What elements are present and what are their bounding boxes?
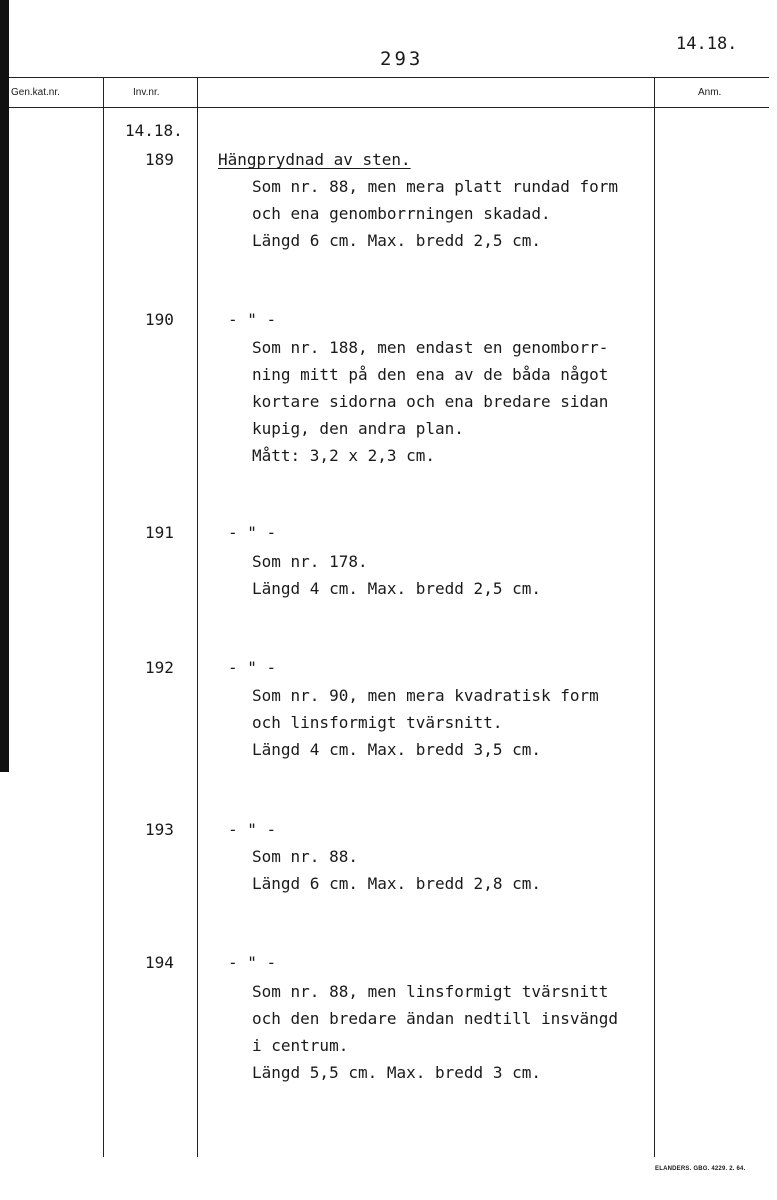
column-header-anm: Anm. xyxy=(698,87,722,98)
ditto-mark: - " - xyxy=(228,820,277,839)
description-line: Som nr. 88, men mera platt rundad form xyxy=(252,177,619,196)
ditto-mark: - " - xyxy=(228,953,277,972)
header-bottom-rule xyxy=(9,107,769,108)
description-line: kortare sidorna och ena bredare sidan xyxy=(252,392,609,411)
description-line: i centrum. xyxy=(252,1036,349,1055)
description-line: Som nr. 188, men endast en genomborr- xyxy=(252,338,609,357)
inventory-number: 191 xyxy=(145,523,174,542)
description-line: och ena genomborrningen skadad. xyxy=(252,204,551,223)
description-line: Längd 6 cm. Max. bredd 2,5 cm. xyxy=(252,231,541,250)
inventory-number: 190 xyxy=(145,310,174,329)
column-divider-gen-inv xyxy=(103,77,104,1157)
page-number: 293 xyxy=(380,48,424,70)
description-line: kupig, den andra plan. xyxy=(252,419,464,438)
entry-title: Hängprydnad av sten. xyxy=(218,150,411,169)
description-line: Mått: 3,2 x 2,3 cm. xyxy=(252,446,436,465)
description-line: Som nr. 178. xyxy=(252,552,368,571)
ditto-mark: - " - xyxy=(228,523,277,542)
top-right-category: 14.18. xyxy=(676,34,738,54)
description-line: Som nr. 88, men linsformigt tvärsnitt xyxy=(252,982,609,1001)
printer-footer: ELANDERS. GBG. 4229. 2. 64. xyxy=(655,1166,746,1172)
inventory-number: 192 xyxy=(145,658,174,677)
column-divider-description-anm xyxy=(654,77,655,1157)
description-line: Som nr. 88. xyxy=(252,847,358,866)
inventory-number: 189 xyxy=(145,150,174,169)
category-label: 14.18. xyxy=(125,121,183,140)
description-line: Längd 4 cm. Max. bredd 3,5 cm. xyxy=(252,740,541,759)
column-header-inv: Inv.nr. xyxy=(133,87,160,98)
header-top-rule xyxy=(9,77,769,78)
description-line: och linsformigt tvärsnitt. xyxy=(252,713,503,732)
ditto-mark: - " - xyxy=(228,310,277,329)
description-line: Som nr. 90, men mera kvadratisk form xyxy=(252,686,599,705)
inventory-number: 193 xyxy=(145,820,174,839)
description-line: ning mitt på den ena av de båda något xyxy=(252,365,609,384)
ditto-mark: - " - xyxy=(228,658,277,677)
description-line: Längd 6 cm. Max. bredd 2,8 cm. xyxy=(252,874,541,893)
column-header-gen-kat: Gen.kat.nr. xyxy=(11,87,60,98)
binding-edge-bar xyxy=(0,0,9,772)
inventory-number: 194 xyxy=(145,953,174,972)
description-line: Längd 4 cm. Max. bredd 2,5 cm. xyxy=(252,579,541,598)
column-divider-inv-description xyxy=(197,77,198,1157)
description-line: och den bredare ändan nedtill insvängd xyxy=(252,1009,619,1028)
description-line: Längd 5,5 cm. Max. bredd 3 cm. xyxy=(252,1063,541,1082)
